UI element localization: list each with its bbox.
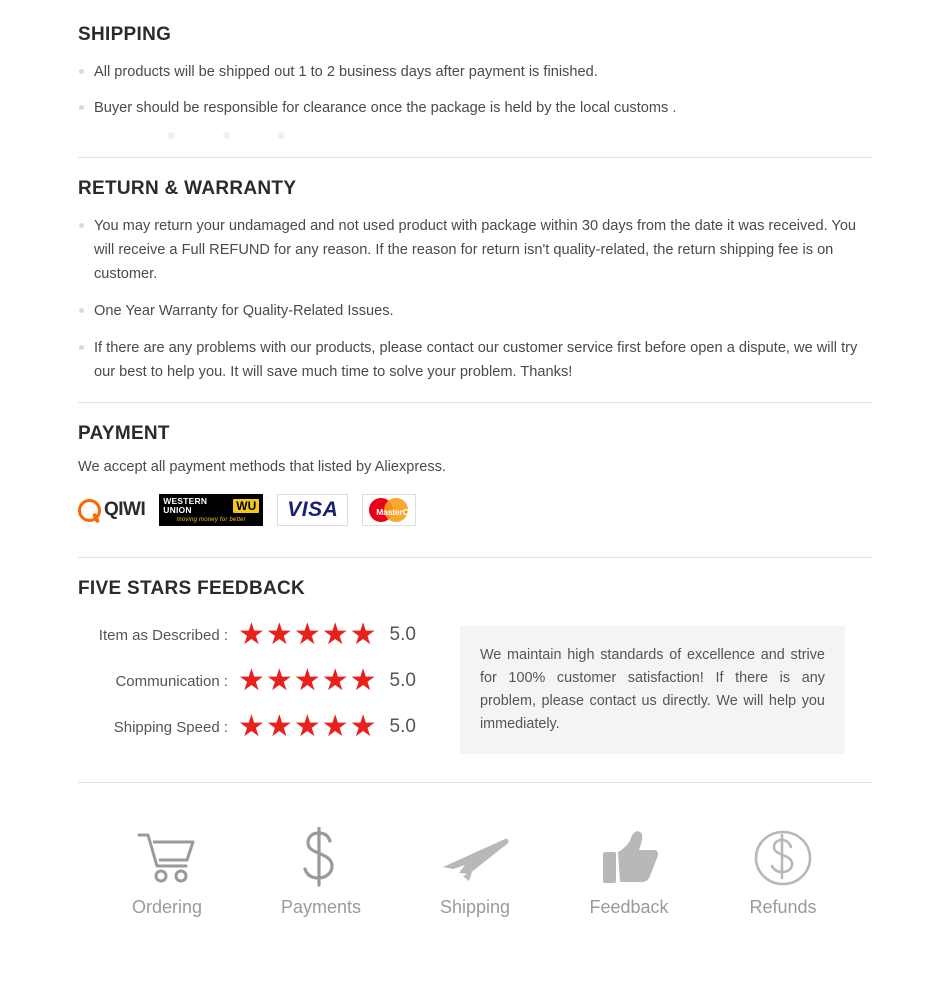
star-icon: ★ [238,710,265,743]
star-icon: ★ [265,664,293,697]
mastercard-logo [362,494,422,526]
service-feedback [554,825,704,918]
star-icon: ★ [321,664,349,697]
star-icon: ★ [349,664,377,697]
feedback-title: FIVE STARS FEEDBACK [78,578,306,599]
star-icon: ★ [293,664,321,697]
rating-score: 5.0 [389,670,416,691]
star-icon: ★ [265,618,293,651]
dot [278,132,285,139]
ratings-list [78,614,416,758]
payment-logos [78,493,872,527]
dot [223,132,230,139]
service-label: Shipping [439,897,511,917]
qiwi-circle-icon [78,499,101,522]
airplane-icon [439,825,511,891]
list-item: You may return your undamaged and not used product with package within 30 days from the date it was received. You will receive a Full REFUND for any reason. If the reason for return isn't quality-related, the return shipping fee is on customer. [78,214,872,286]
star-rating [238,666,377,696]
shipping-bullet-list [78,60,872,120]
rating-row [78,712,416,742]
rating-row [78,666,416,696]
star-icon: ★ [321,710,349,743]
return-warranty-bullet-list [78,214,872,384]
shipping-section [78,22,872,139]
list-item: If there are any problems with our products, please contact our customer service first before open a dispute, we will try our best to help you. It will save much time to solve your problem. Thanks! [78,336,872,384]
service-payments [246,825,396,918]
visa-logo: VISA [277,494,348,526]
star-icon: ★ [238,664,265,697]
service-shipping [400,825,550,918]
services-row [78,803,872,918]
star-icon: ★ [293,710,321,743]
mastercard-circles-icon [369,498,422,522]
star-icon: ★ [265,710,293,743]
star-icon: ★ [321,618,349,651]
thumbs-up-icon [598,825,660,891]
divider [78,157,872,158]
payment-section [78,423,872,527]
rating-label: Communication : [115,672,228,690]
divider [78,557,872,558]
shipping-title: SHIPPING [78,24,172,45]
rating-label: Item as Described : [98,626,228,644]
list-item: All products will be shipped out 1 to 2 business days after payment is finished. [78,60,872,84]
western-union-logo [159,494,263,526]
western-union-tagline: moving money for better [176,517,246,523]
star-icon: ★ [238,618,265,651]
service-ordering [92,825,242,918]
shopping-cart-icon [136,825,198,891]
dollar-sign-icon [298,825,344,891]
list-item: One Year Warranty for Quality-Related Issues. [78,299,872,323]
rating-score: 5.0 [389,624,416,645]
feedback-note: We maintain high standards of excellence and strive for 100% customer satisfaction! If there is any problem, please contact us directly. We will help you immediately. [460,626,845,754]
decorative-dots [78,132,872,139]
refund-circle-icon [751,825,815,891]
star-icon: ★ [293,618,321,651]
western-union-label: WESTERN UNION [163,496,208,515]
rating-row [78,620,416,650]
qiwi-label: QIWI [104,499,146,520]
service-label: Ordering [131,897,203,917]
service-label: Refunds [749,897,817,917]
return-warranty-section [78,178,872,384]
service-label: Payments [280,897,362,917]
return-warranty-title: RETURN & WARRANTY [78,178,297,199]
dot [168,132,175,139]
service-refunds [708,825,858,918]
qiwi-logo [78,499,145,522]
payment-note: We accept all payment methods that listed by Aliexpress. [78,459,447,475]
list-item: Buyer should be responsible for clearance once the package is held by the local customs . [78,96,872,120]
star-icon: ★ [349,710,377,743]
star-rating [238,712,377,742]
feedback-section [78,578,872,758]
divider [78,782,872,783]
rating-score: 5.0 [389,716,416,737]
western-union-badge: WU [233,499,259,513]
rating-label: Shipping Speed : [113,718,228,736]
star-icon: ★ [349,618,377,651]
payment-title: PAYMENT [78,423,170,444]
divider [78,402,872,403]
service-label: Feedback [589,897,669,917]
star-rating [238,620,377,650]
mastercard-label: MasterCard [376,507,422,517]
